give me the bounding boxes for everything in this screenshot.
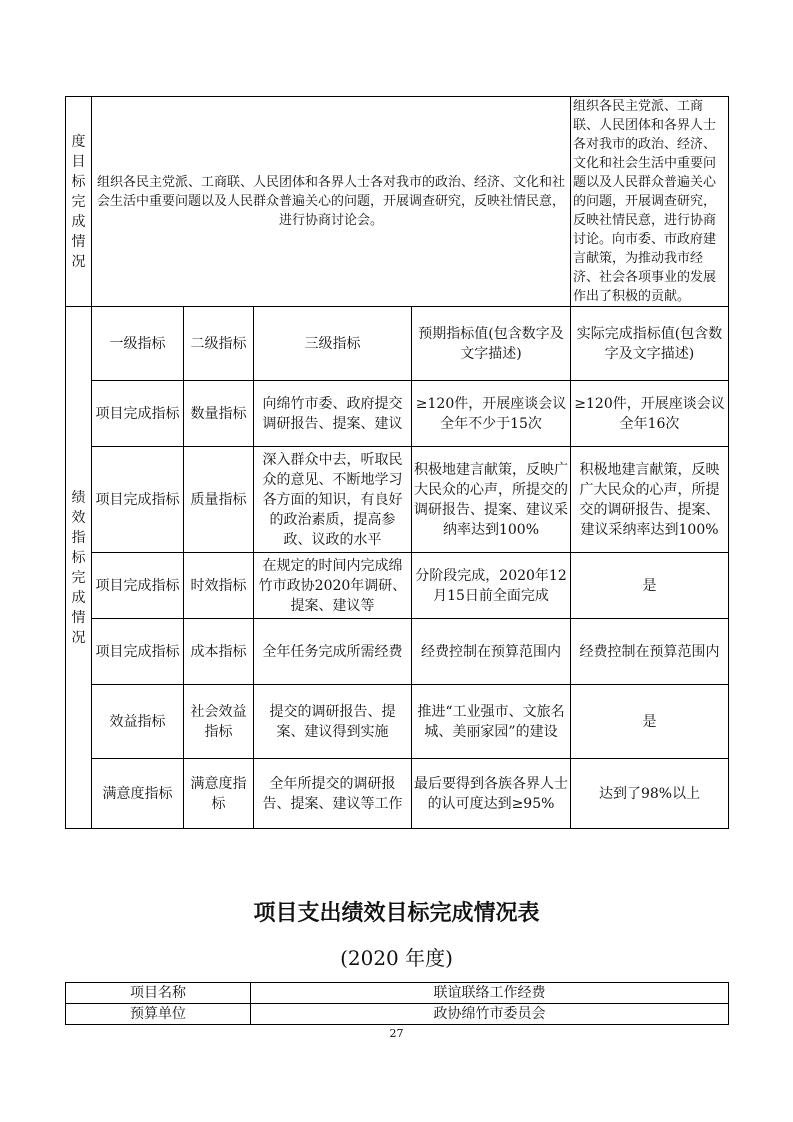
perf-side-label: 绩 效 指 标 完 成 情 况 bbox=[66, 307, 92, 829]
table-row bbox=[66, 685, 729, 759]
cell-expected: 经费控制在预算范围内 bbox=[412, 619, 571, 685]
cell-level1: 项目完成指标 bbox=[92, 447, 184, 553]
info-row bbox=[66, 1004, 729, 1025]
project-info-table bbox=[65, 982, 729, 1025]
cell-actual: ≥120件，开展座谈会议全年16次 bbox=[571, 381, 729, 447]
cell-level3: 全年所提交的调研报告、提案、建议等工作 bbox=[254, 759, 412, 829]
cell-level3: 深入群众中去，听取民众的意见、不断地学习各方面的知识，有良好的政治素质，提高参政、议政的水平 bbox=[254, 447, 412, 553]
cell-expected: ≥120件，开展座谈会议全年不少于15次 bbox=[412, 381, 571, 447]
cell-level2: 质量指标 bbox=[184, 447, 254, 553]
page-number: 27 bbox=[389, 1027, 404, 1040]
annual-goal-planned: 组织各民主党派、工商联、人民团体和各界人士各对我市的政治、经济、文化和社会生活中重要问题以及人民群众普遍关心的问题，开展调查研究，反映社情民意，进行协商讨论会。 bbox=[92, 97, 571, 307]
cell-level2: 时效指标 bbox=[184, 553, 254, 619]
cell-level1: 满意度指标 bbox=[92, 759, 184, 829]
cell-actual: 积极地建言献策，反映广大民众的心声，所提交的调研报告、提案、建议采纳率达到100% bbox=[571, 447, 729, 553]
cell-level2: 数量指标 bbox=[184, 381, 254, 447]
cell-level2: 满意度指标 bbox=[184, 759, 254, 829]
year-subtitle: (2020 年度) bbox=[340, 946, 453, 970]
cell-expected: 积极地建言献策，反映广大民众的心声，所提交的调研报告、提案、建议采纳率达到100% bbox=[412, 447, 571, 553]
cell-level3: 在规定的时间内完成绵竹市政协2020年调研、提案、建议等 bbox=[254, 553, 412, 619]
cell-level1: 项目完成指标 bbox=[92, 553, 184, 619]
table-row bbox=[66, 447, 729, 553]
cell-level3: 全年任务完成所需经费 bbox=[254, 619, 412, 685]
page-title: 项目支出绩效目标完成情况表 bbox=[253, 901, 540, 926]
cell-expected: 分阶段完成，2020年12月15日前全面完成 bbox=[412, 553, 571, 619]
header-level1: 一级指标 bbox=[92, 307, 184, 381]
table-row bbox=[66, 619, 729, 685]
performance-table bbox=[65, 96, 729, 829]
table-row bbox=[66, 381, 729, 447]
header-actual: 实际完成指标值(包含数字及文字描述) bbox=[571, 307, 729, 381]
cell-actual: 是 bbox=[571, 685, 729, 759]
cell-level2: 成本指标 bbox=[184, 619, 254, 685]
info-row bbox=[66, 983, 729, 1004]
header-expected: 预期指标值(包含数字及文字描述) bbox=[412, 307, 571, 381]
cell-level1: 项目完成指标 bbox=[92, 381, 184, 447]
annual-goal-row bbox=[66, 97, 729, 307]
cell-level3: 提交的调研报告、提案、建议得到实施 bbox=[254, 685, 412, 759]
info-label: 项目名称 bbox=[66, 983, 251, 1004]
header-level2: 二级指标 bbox=[184, 307, 254, 381]
info-label: 预算单位 bbox=[66, 1004, 251, 1025]
cell-expected: 推进“工业强市、文旅名城、美丽家园”的建设 bbox=[412, 685, 571, 759]
cell-actual: 达到了98%以上 bbox=[571, 759, 729, 829]
info-value: 政协绵竹市委员会 bbox=[251, 1004, 729, 1025]
header-row bbox=[66, 307, 729, 381]
cell-level1: 项目完成指标 bbox=[92, 619, 184, 685]
header-level3: 三级指标 bbox=[254, 307, 412, 381]
cell-level3: 向绵竹市委、政府提交调研报告、提案、建议 bbox=[254, 381, 412, 447]
cell-level2: 社会效益指标 bbox=[184, 685, 254, 759]
table-row bbox=[66, 759, 729, 829]
info-value: 联谊联络工作经费 bbox=[251, 983, 729, 1004]
cell-expected: 最后要得到各族各界人士的认可度达到≥95% bbox=[412, 759, 571, 829]
cell-actual: 经费控制在预算范围内 bbox=[571, 619, 729, 685]
annual-goal-side-label: 度 目 标 完 成 情 况 bbox=[66, 97, 92, 307]
table-row bbox=[66, 553, 729, 619]
cell-level1: 效益指标 bbox=[92, 685, 184, 759]
annual-goal-actual: 组织各民主党派、工商联、人民团体和各界人士各对我市的政治、经济、文化和社会生活中重要问题以及人民群众普遍关心的问题，开展调查研究，反映社情民意，进行协商讨论。向市委、市政府建言献策，为推动我市经济、社会各项事业的发展作出了积极的贡献。 bbox=[571, 97, 729, 307]
cell-actual: 是 bbox=[571, 553, 729, 619]
